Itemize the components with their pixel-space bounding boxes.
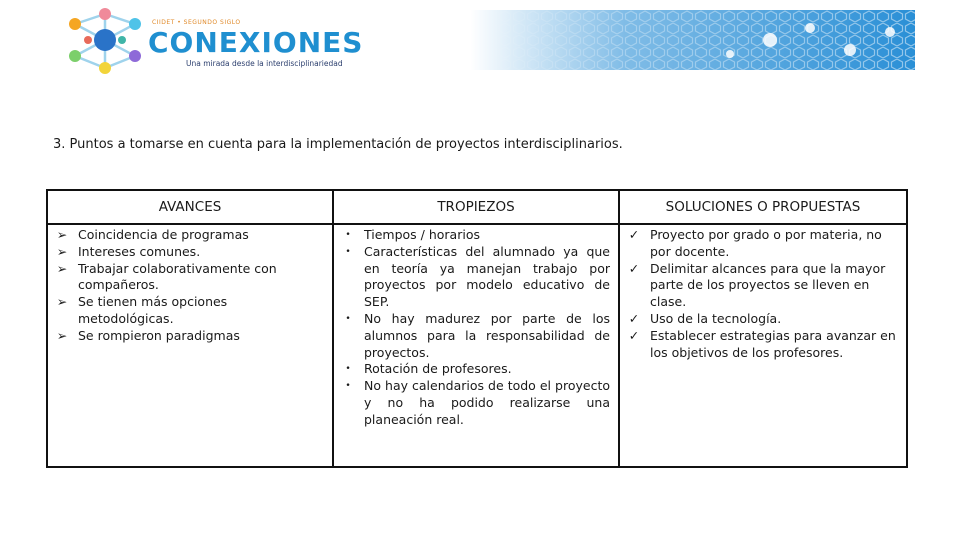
list-item: • No hay calendarios de todo el proyecto y no ha podido realizarse una planeación real. xyxy=(334,378,610,428)
molecule-logo-icon xyxy=(60,6,150,76)
decorative-banner xyxy=(470,10,915,70)
list-item: • No hay madurez por parte de los alumnos para la responsabilidad de proyectos. xyxy=(334,311,610,361)
conexiones-logo xyxy=(60,6,380,76)
dot-bullet-icon: • xyxy=(345,230,351,240)
list-item: ➢ Intereses comunes. xyxy=(48,244,324,261)
soluciones-list xyxy=(620,227,898,361)
avances-cell xyxy=(47,224,333,467)
dot-bullet-icon: • xyxy=(345,246,351,257)
arrow-bullet-icon: ➢ xyxy=(56,260,68,276)
avances-list xyxy=(48,227,324,345)
implementation-table xyxy=(46,189,908,468)
list-item: ✓ Uso de la tecnología. xyxy=(620,311,898,328)
list-item: • Tiempos / horarios xyxy=(334,227,610,244)
dot-bullet-icon: • xyxy=(345,364,351,375)
checkmark-icon: ✓ xyxy=(628,310,640,326)
checkmark-icon: ✓ xyxy=(628,327,640,343)
header-tropiezos: TROPIEZOS xyxy=(333,190,619,224)
dot-bullet-icon: • xyxy=(345,381,351,392)
list-item: ➢ Se rompieron paradigmas xyxy=(48,328,324,345)
checkmark-icon: ✓ xyxy=(628,227,640,242)
list-item: ➢ Coincidencia de programas xyxy=(48,227,324,244)
list-item: ➢ Se tienen más opciones metodológicas. xyxy=(48,294,324,328)
checkmark-icon: ✓ xyxy=(628,260,640,276)
list-item: ✓ Proyecto por grado o por materia, no por docente. xyxy=(620,227,898,261)
logo-wordmark: CONEXIONES xyxy=(148,26,364,59)
soluciones-cell xyxy=(619,224,907,467)
arrow-bullet-icon: ➢ xyxy=(56,294,68,310)
dot-bullet-icon: • xyxy=(345,313,351,324)
arrow-bullet-icon: ➢ xyxy=(56,227,68,242)
arrow-bullet-icon: ➢ xyxy=(56,327,68,343)
tropiezos-cell xyxy=(333,224,619,467)
header-avances: AVANCES xyxy=(47,190,333,224)
list-item: • Rotación de profesores. xyxy=(334,361,610,378)
list-item: ✓ Establecer estrategias para avanzar en los objetivos de los profesores. xyxy=(620,328,898,362)
list-item: • Características del alumnado ya que en teoría ya manejan trabajo por proyectos por modelo educativo de SEP. xyxy=(334,244,610,311)
logo-kicker: CIIDET • SEGUNDO SIGLO xyxy=(152,19,241,26)
logo-tagline: Una mirada desde la interdisciplinariedad xyxy=(186,59,343,68)
section-heading: 3. Puntos a tomarse en cuenta para la implementación de proyectos interdisciplinarios. xyxy=(53,137,623,152)
arrow-bullet-icon: ➢ xyxy=(56,243,68,259)
header-soluciones: SOLUCIONES O PROPUESTAS xyxy=(619,190,907,224)
tropiezos-list xyxy=(334,227,610,429)
list-item: ➢ Trabajar colaborativamente con compañeros. xyxy=(48,261,324,295)
list-item: ✓ Delimitar alcances para que la mayor parte de los proyectos se lleven en clase. xyxy=(620,261,898,311)
